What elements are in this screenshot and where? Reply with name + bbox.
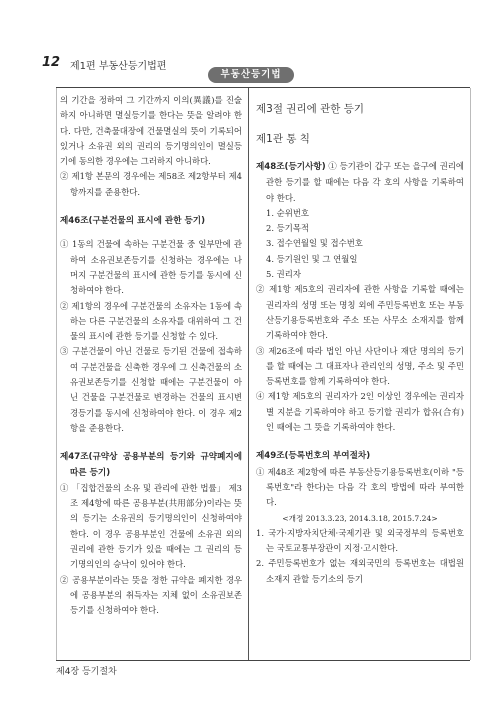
article-title: 제48조(등기사항) [256,162,326,172]
article-title: 제49조(등록번호의 부여절차) [256,451,371,462]
left-column [60,93,242,619]
list-item: 4. 등기원인 및 그 연월일 [266,253,358,264]
article-title: 제46조(구분건물의 표시에 관한 등기) [60,216,206,227]
list-item: 1. 국가·지방자치단체·국제기관 및 외국정부의 등록번호는 국토교통부장관이 지정·고시한다. [256,527,464,554]
paragraph: ② 제1항 본문의 경우에는 제58조 제2항부터 제4항까지를 준용한다. [60,171,242,197]
paragraph: ① 「집합건물의 소유 및 관리에 관한 법률」 제3조 제4항에 따른 공용부분(共用部分)이라는 뜻의 등기는 소유권의 등기명의인이 신청하여야 한다. 이 경우 공용부분인 건물에 소유권 외의 권리에 관한 등기가 있을 때에는 그 권리의 등기명의인의 승낙이 있어야 한다. [60,482,242,570]
item-list [256,206,464,282]
list-item: 5. 권리자 [266,269,301,280]
paragraph: ③ 구분건물이 아닌 건물로 등기된 건물에 접속하여 구분건물을 신축한 경우에 그 신축건물의 소유권보존등기를 신청할 때에는 구분건물이 아닌 건물을 구분건물로 변경하는 건물의 표시변경등기를 동시에 신청하여야 한다. 이 경우 제2항을 준용한다. [60,346,242,433]
part-title: 제1편 부동산등기법편 [70,61,167,72]
section-title: 제3절 권리에 관한 등기 [256,103,364,115]
list-item: 2. 주민등록번호가 없는 재외국민의 등록번호는 대법원 소재지 관할 등기소의 등기 [256,558,464,584]
section-badge: 부동산등기법 [208,67,294,83]
paragraph: ① 등기관이 갑구 또는 을구에 권리에 관한 등기를 할 때에는 다음 각 호의 사항을 기록하여야 한다. [266,161,464,203]
left-margin-rule [56,88,57,660]
subsection-title: 제1관 통 칙 [256,133,310,145]
header-rule [56,87,470,88]
paragraph: ① 1동의 건물에 속하는 구분건물 중 일부만에 관하여 소유권보존등기를 신청하는 경우에는 나머지 구분건물의 표시에 관한 등기를 동시에 신청하여야 한다. [60,239,242,296]
footer-rule [56,660,470,661]
right-column [256,93,464,587]
right-margin-rule [470,88,471,660]
article-48 [256,159,464,206]
paragraph: ③ 제26조에 따라 법인 아닌 사단이나 재단 명의의 등기를 할 때에는 그 대표자나 관리인의 성명, 주소 및 주민등록번호를 함께 기록하여야 한다. [256,345,464,387]
list-item: 3. 접수연월일 및 접수번호 [266,238,363,249]
paragraph: ④ 제1항 제5호의 권리자가 2인 이상인 경우에는 권리자별 지분을 기록하여야 하고 등기할 권리가 합유(合有)인 때에는 그 뜻을 기록하여야 한다. [256,391,464,433]
article-title: 제47조(규약상 공용부분의 등기와 규약폐지에 따른 등기) [60,452,242,478]
amendment-note: <개정 2013.3.23, 2014.3.18, 2015.7.24> [282,513,438,523]
page-number: 12 [42,55,61,70]
column-divider [248,88,249,660]
footer-chapter: 제4장 등기절차 [56,667,117,677]
continuation-text: 의 기간을 정하여 그 기간까지 이의(異議)를 진술하지 아니하면 멸실등기를 한다는 뜻을 알려야 한다. 다만, 건축물대장에 건물멸실의 뜻이 기록되어 있거나 소유권 외의 권리의 등기명의인이 멸실등기에 동의한 경우에는 그러하지 아니하다. [60,95,242,167]
paragraph: ② 제1항의 경우에 구분건물의 소유자는 1동에 속하는 다른 구분건물의 소유자를 대위하여 그 건물의 표시에 관한 등기를 신청할 수 있다. [60,300,242,342]
list-item: 2. 등기목적 [266,223,310,234]
page-header [0,0,500,86]
paragraph: ② 제1항 제5호의 권리자에 관한 사항을 기록할 때에는 권리자의 성명 또는 명칭 외에 주민등록번호 또는 부동산등기용등록번호와 주소 또는 사무소 소재지를 함께 기록하여야 한다. [256,284,464,341]
list-item: 1. 순위번호 [266,207,310,218]
paragraph: ① 제48조 제2항에 따른 부동산등기용등록번호(이하 "등록번호"라 한다)는 다음 각 호의 방법에 따라 부여한다. [256,466,464,508]
paragraph: ② 공용부분이라는 뜻을 정한 규약을 폐지한 경우에 공용부분의 취득자는 지체 없이 소유권보존등기를 신청하여야 한다. [60,574,242,616]
